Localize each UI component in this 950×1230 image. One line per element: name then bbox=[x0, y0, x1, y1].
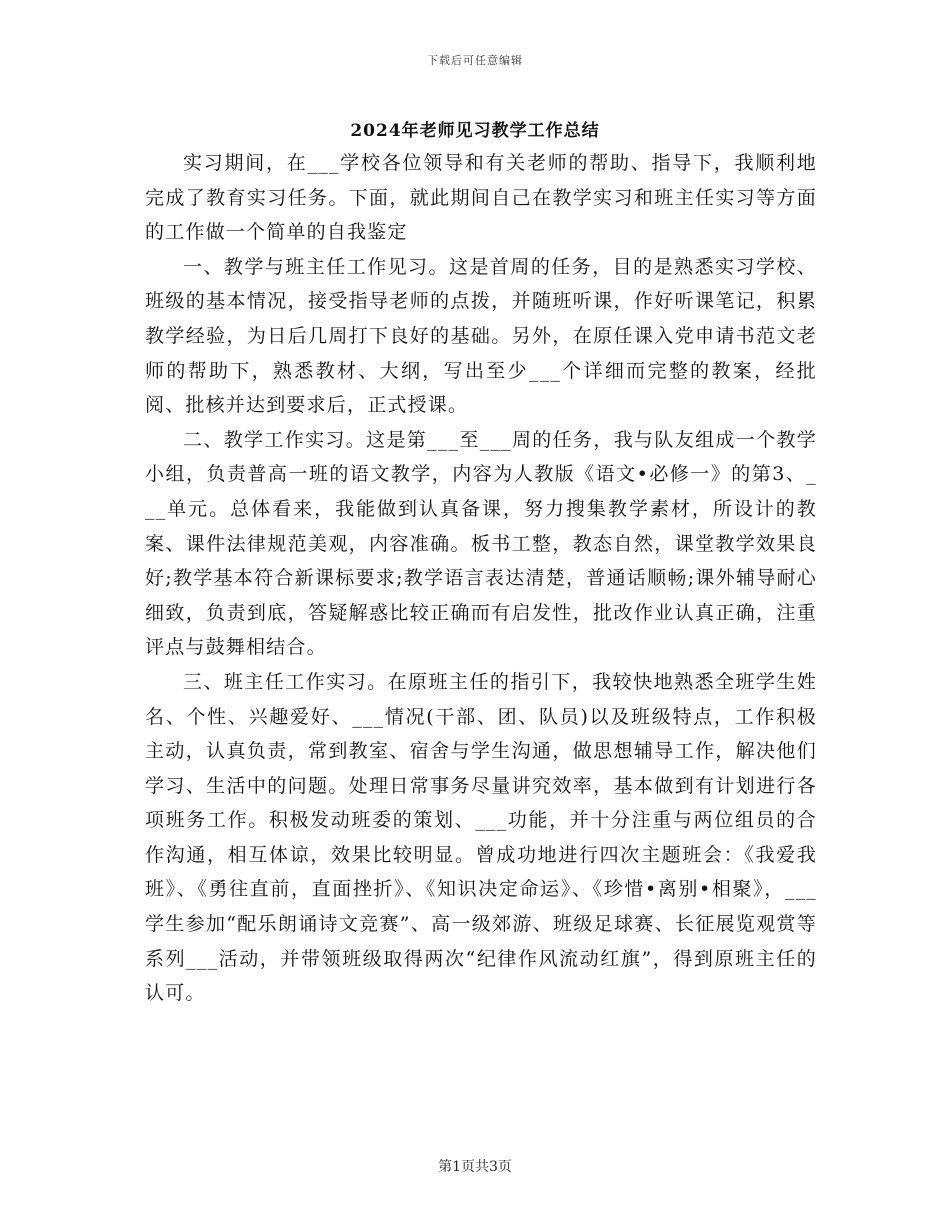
page-number: 第1页共3页 bbox=[438, 1159, 512, 1175]
paragraph-section-2: 二、教学工作实习。这是第___至___周的任务，我与队友组成一个教学小组，负责普高一班的语文教学，内容为人教版《语文•必修一》的第3、___单元。总体看来，我能做到认真备课，努力搜集教学素材，所设计的教案、课件法律规范美观，内容准确。板书工整，教态自然，课堂教学效果良好;教学基本符合新课标要求;教学语言表达清楚，普通话顺畅;课外辅导耐心细致，负责到底，答疑解惑比较正确而有启发性，批改作业认真正确，注重评点与鼓舞相结合。 bbox=[145, 428, 817, 659]
paragraph-intro: 实习期间，在___学校各位领导和有关老师的帮助、指导下，我顺利地完成了教育实习任务。下面，就此期间自己在教学实习和班主任实习等方面的工作做一个简单的自我鉴定 bbox=[145, 152, 817, 244]
page-header-note: 下载后可任意编辑 bbox=[427, 54, 523, 67]
document-title: 2024年老师见习教学工作总结 bbox=[350, 121, 600, 141]
document-body bbox=[145, 146, 817, 1011]
paragraph-section-3: 三、班主任工作实习。在原班主任的指引下，我较快地熟悉全班学生姓名、个性、兴趣爱好、___情况(干部、团、队员)以及班级特点，工作积极主动，认真负责，常到教室、宿舍与学生沟通，做思想辅导工作，解决他们学习、生活中的问题。处理日常事务尽量讲究效率，基本做到有计划进行各项班务工作。积极发动班委的策划、___功能，并十分注重与两位组员的合作沟通，相互体谅，效果比较明显。曾成功地进行四次主题班会：《我爱我班》、《勇往直前，直面挫折》、《知识决定命运》、《珍惜•离别•相聚》，___学生参加“配乐朗诵诗文竞赛”、高一级郊游、班级足球赛、长征展览观赏等系列___活动，并带领班级取得两次“纪律作风流动红旗”，得到原班主任的认可。 bbox=[145, 670, 817, 1005]
paragraph-section-1: 一、教学与班主任工作见习。这是首周的任务，目的是熟悉实习学校、班级的基本情况，接受指导老师的点拨，并随班听课，作好听课笔记，积累教学经验，为日后几周打下良好的基础。另外，在原任课入党申请书范文老师的帮助下，熟悉教材、大纲，写出至少___个详细而完整的教案，经批阅、批核并达到要求后，正式授课。 bbox=[145, 255, 817, 417]
